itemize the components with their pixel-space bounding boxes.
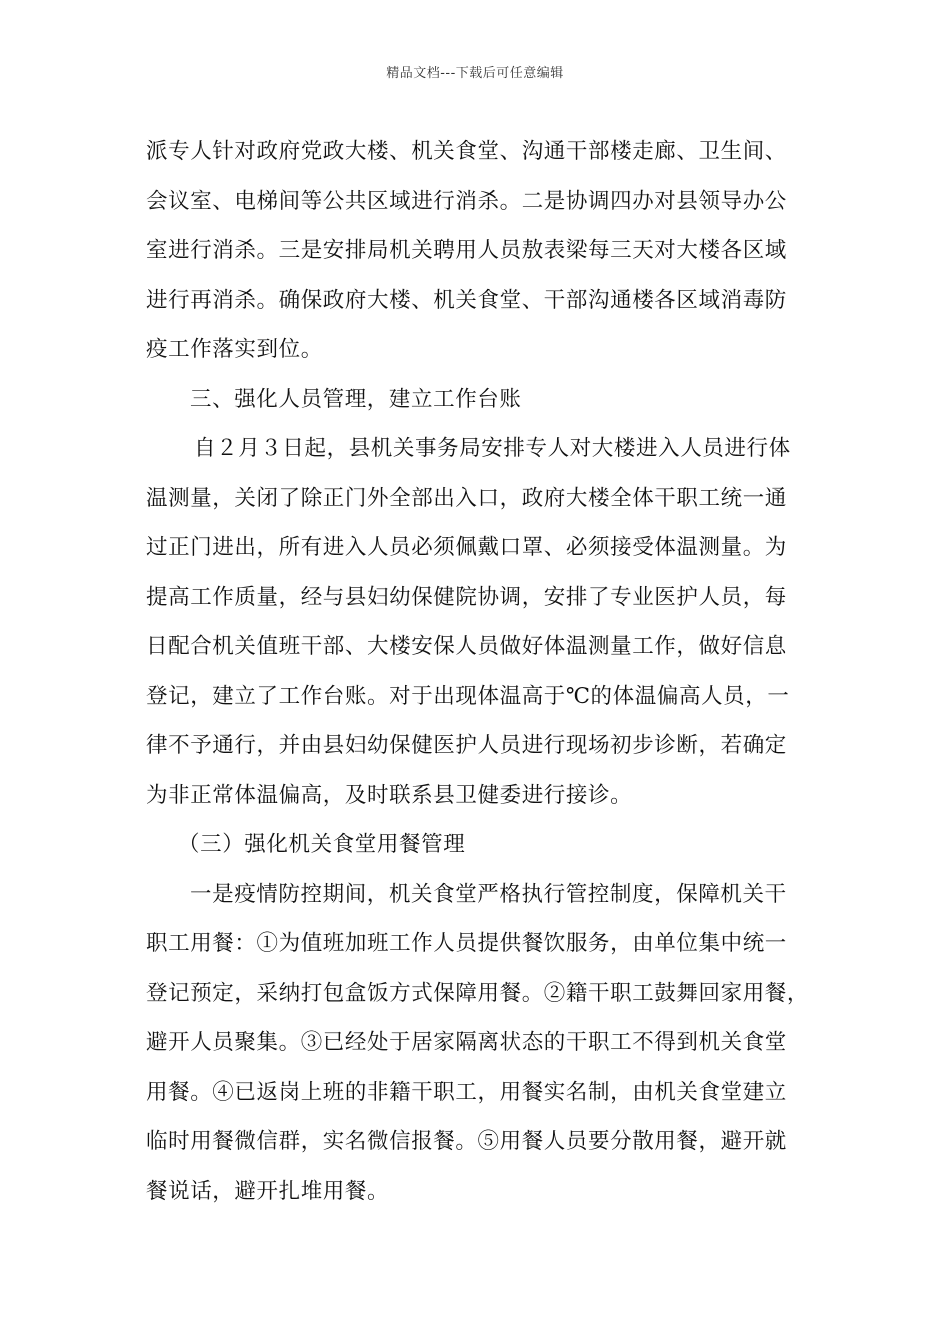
body-line: 避开人员聚集。③已经处于居家隔离状态的干职工不得到机关食堂 xyxy=(146,1030,787,1055)
body-line: 提高工作质量，经与县妇幼保健院协调，安排了专业医护人员，每 xyxy=(146,584,787,610)
section-heading: 三、强化人员管理，建立工作台账 xyxy=(190,386,522,412)
subsection-heading: （三）强化机关食堂用餐管理 xyxy=(178,832,466,857)
body-line: 用餐。④已返岗上班的非籍干职工，用餐实名制，由机关食堂建立 xyxy=(146,1079,787,1105)
body-line: 进行再消杀。确保政府大楼、机关食堂、干部沟通楼各区域消毒防 xyxy=(146,287,787,313)
body-line: 派专人针对政府党政大楼、机关食堂、沟通干部楼走廊、卫生间、 xyxy=(146,139,787,164)
body-line: 温测量，关闭了除正门外全部出入口，政府大楼全体干职工统一通 xyxy=(146,485,787,511)
body-line: 日配合机关值班干部、大楼安保人员做好体温测量工作，做好信息 xyxy=(146,634,787,659)
body-line: 登记，建立了工作台账。对于出现体温高于℃的体温偏高人员，一 xyxy=(146,683,790,709)
body-line: 疫工作落实到位。 xyxy=(146,337,323,362)
body-line: 会议室、电梯间等公共区域进行消杀。二是协调四办对县领导办公 xyxy=(146,188,787,214)
body-line: 室进行消杀。三是安排局机关聘用人员敖表梁每三天对大楼各区域 xyxy=(146,238,787,263)
page-header: 精品文档---下载后可任意编辑 xyxy=(386,66,564,81)
body-line: 职工用餐：①为值班加班工作人员提供餐饮服务，由单位集中统一 xyxy=(146,931,787,956)
paragraph-first-line: 自２月３日起，县机关事务局安排专人对大楼进入人员进行体 xyxy=(194,436,791,461)
body-line: 过正门进出，所有进入人员必须佩戴口罩、必须接受体温测量。为 xyxy=(146,535,787,560)
body-line: 律不予通行，并由县妇幼保健医护人员进行现场初步诊断，若确定 xyxy=(146,733,787,758)
body-line: 临时用餐微信群，实名微信报餐。⑤用餐人员要分散用餐，避开就 xyxy=(146,1129,787,1154)
body-line: 登记预定，采纳打包盒饭方式保障用餐。②籍干职工鼓舞回家用餐， xyxy=(146,980,810,1006)
paragraph-first-line: 一是疫情防控期间，机关食堂严格执行管控制度，保障机关干 xyxy=(190,881,787,907)
body-line: 为非正常体温偏高，及时联系县卫健委进行接诊。 xyxy=(146,782,633,808)
body-line: 餐说话，避开扎堆用餐。 xyxy=(146,1178,390,1204)
document-body xyxy=(146,127,812,1216)
